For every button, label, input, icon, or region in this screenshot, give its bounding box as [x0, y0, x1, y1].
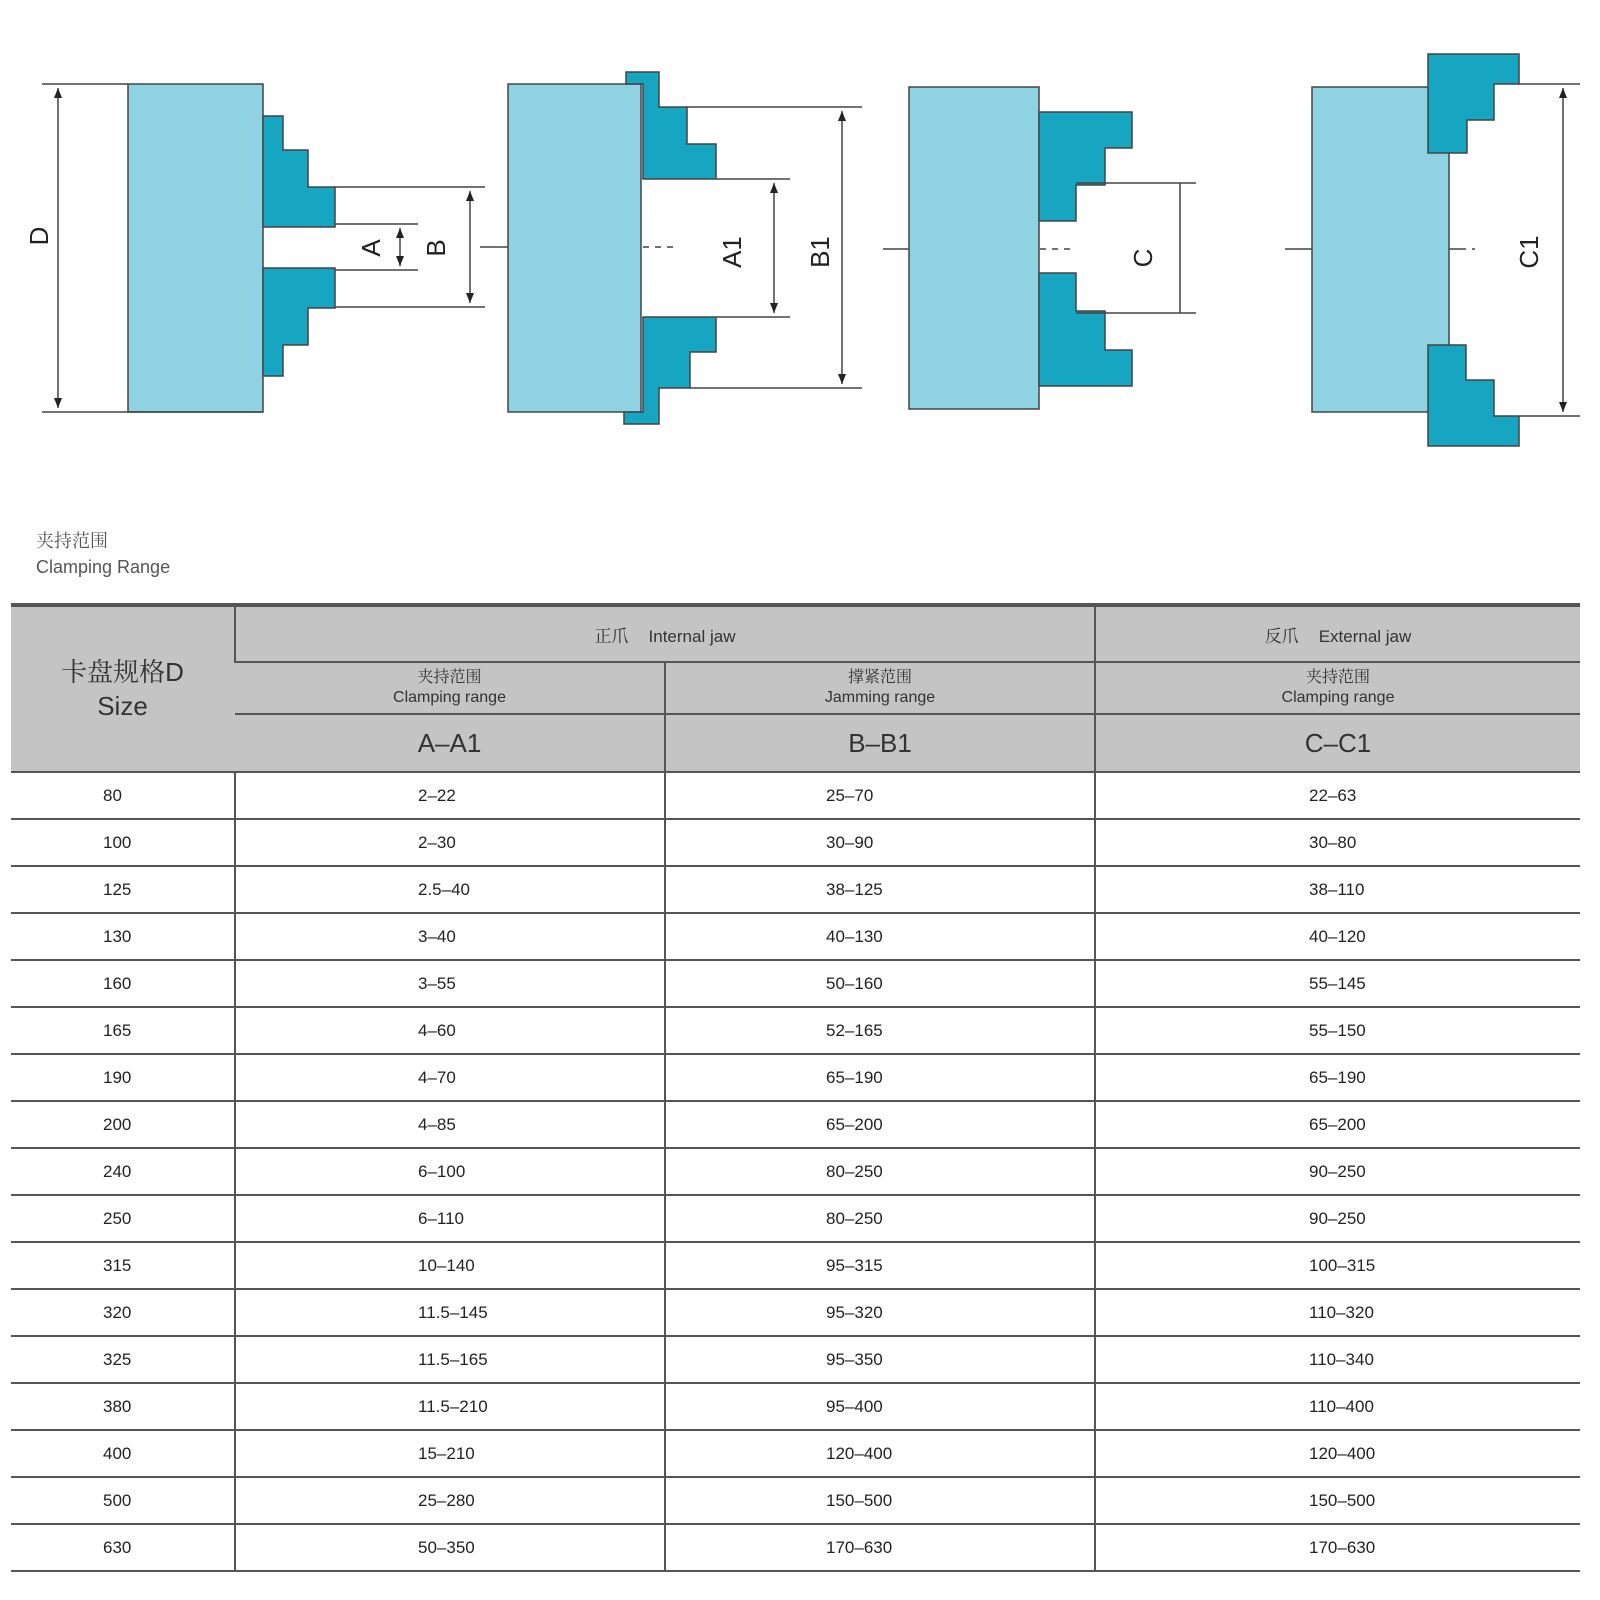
table-row [11, 913, 1580, 960]
internal-jaw-header [235, 605, 1095, 662]
table-row [11, 772, 1580, 819]
sub-header-en: Clamping range [393, 689, 506, 706]
table-body [11, 772, 1580, 1571]
jamming-range-cell: 40–130 [665, 913, 1095, 960]
external-clamping-range-cell: 110–320 [1095, 1289, 1580, 1336]
size-header-en: Size [97, 691, 148, 721]
size-cell: 80 [11, 772, 235, 819]
jamming-range-cell: 170–630 [665, 1524, 1095, 1571]
external-clamping-range-cell: 65–190 [1095, 1054, 1580, 1101]
size-header [11, 605, 235, 772]
jamming-range-cell: 150–500 [665, 1477, 1095, 1524]
external-clamping-range-cell: 150–500 [1095, 1477, 1580, 1524]
table-row [11, 1336, 1580, 1383]
code-header-b: B–B1 [665, 714, 1095, 772]
jamming-range-cell: 80–250 [665, 1148, 1095, 1195]
size-cell: 165 [11, 1007, 235, 1054]
table-row [11, 1383, 1580, 1430]
code-header-c: C–C1 [1095, 714, 1580, 772]
chuck-jaw-diagram [0, 0, 1600, 480]
dimension-label-c1: C1 [1514, 235, 1544, 269]
external-clamping-range-cell: 55–150 [1095, 1007, 1580, 1054]
size-cell: 315 [11, 1242, 235, 1289]
clamping-range-cell: 11.5–145 [235, 1289, 665, 1336]
jamming-range-cell: 95–315 [665, 1242, 1095, 1289]
table-row [11, 960, 1580, 1007]
external-jaw-header [1095, 605, 1580, 662]
external-clamping-range-cell: 170–630 [1095, 1524, 1580, 1571]
table-row [11, 1007, 1580, 1054]
clamping-range-header [235, 662, 665, 714]
table-row [11, 1289, 1580, 1336]
size-cell: 325 [11, 1336, 235, 1383]
clamping-range-cell: 2–30 [235, 819, 665, 866]
dimension-label-c: C [1128, 248, 1158, 268]
size-cell: 250 [11, 1195, 235, 1242]
panel-3-external-clamp [883, 87, 1196, 409]
clamping-range-cell: 50–350 [235, 1524, 665, 1571]
clamping-range-cell: 11.5–165 [235, 1336, 665, 1383]
table-row [11, 1101, 1580, 1148]
clamping-range-cell: 6–110 [235, 1195, 665, 1242]
jamming-range-cell: 80–250 [665, 1195, 1095, 1242]
jamming-range-cell: 95–400 [665, 1383, 1095, 1430]
dimension-label-a1: A1 [717, 236, 747, 268]
jamming-range-cell: 25–70 [665, 772, 1095, 819]
jamming-range-cell: 38–125 [665, 866, 1095, 913]
jamming-range-cell: 65–200 [665, 1101, 1095, 1148]
size-cell: 400 [11, 1430, 235, 1477]
dimension-label-b: B [421, 239, 451, 257]
jamming-range-cell: 95–350 [665, 1336, 1095, 1383]
sub-header-cn: 撑紧范围 [847, 669, 912, 686]
external-clamping-range-cell: 120–400 [1095, 1430, 1580, 1477]
external-clamping-range-cell: 65–200 [1095, 1101, 1580, 1148]
sub-header-cn: 夹持范围 [417, 669, 482, 686]
clamping-range-cell: 10–140 [235, 1242, 665, 1289]
internal-jaw-cn: 正爪 [594, 626, 629, 646]
panel-1-internal-clamp [42, 84, 485, 412]
external-clamping-range-cell: 90–250 [1095, 1195, 1580, 1242]
size-cell: 190 [11, 1054, 235, 1101]
clamping-range-cell: 3–40 [235, 913, 665, 960]
table-row [11, 1148, 1580, 1195]
dimension-label-a: A [356, 239, 386, 257]
jamming-range-cell: 65–190 [665, 1054, 1095, 1101]
jamming-range-cell: 30–90 [665, 819, 1095, 866]
sub-header-cn: 夹持范围 [1305, 669, 1370, 686]
size-cell: 100 [11, 819, 235, 866]
code-header-a: A–A1 [235, 714, 665, 772]
clamping-range-cell: 25–280 [235, 1477, 665, 1524]
clamping-range-cell: 4–60 [235, 1007, 665, 1054]
section-title [36, 528, 170, 580]
table-row [11, 1524, 1580, 1571]
external-clamping-range-cell: 30–80 [1095, 819, 1580, 866]
external-clamping-range-cell: 100–315 [1095, 1242, 1580, 1289]
sub-header-en: Jamming range [824, 689, 936, 706]
clamping-range-cell: 15–210 [235, 1430, 665, 1477]
external-clamping-range-cell: 55–145 [1095, 960, 1580, 1007]
table-row [11, 1430, 1580, 1477]
section-title-en: Clamping Range [36, 557, 171, 577]
external-clamping-range-cell: 110–400 [1095, 1383, 1580, 1430]
size-cell: 500 [11, 1477, 235, 1524]
external-clamping-range-cell: 38–110 [1095, 866, 1580, 913]
external-clamping-range-header [1095, 662, 1580, 714]
jamming-range-cell: 120–400 [665, 1430, 1095, 1477]
table-row [11, 1054, 1580, 1101]
table-row [11, 819, 1580, 866]
sub-header-en: Clamping range [1281, 689, 1395, 706]
jamming-range-cell: 50–160 [665, 960, 1095, 1007]
jamming-range-cell: 52–165 [665, 1007, 1095, 1054]
size-cell: 125 [11, 866, 235, 913]
table-row [11, 1477, 1580, 1524]
table-row [11, 866, 1580, 913]
table-row [11, 1195, 1580, 1242]
section-title-cn: 夹持范围 [36, 531, 108, 551]
internal-jaw-en: Internal jaw [648, 626, 736, 646]
external-jaw-cn: 反爪 [1264, 626, 1299, 646]
clamping-range-cell: 3–55 [235, 960, 665, 1007]
dimension-label-b1: B1 [805, 236, 835, 268]
size-cell: 380 [11, 1383, 235, 1430]
clamping-range-cell: 4–70 [235, 1054, 665, 1101]
size-cell: 130 [11, 913, 235, 960]
jamming-range-header [665, 662, 1095, 714]
clamping-range-cell: 4–85 [235, 1101, 665, 1148]
size-cell: 200 [11, 1101, 235, 1148]
external-clamping-range-cell: 90–250 [1095, 1148, 1580, 1195]
external-jaw-en: External jaw [1318, 626, 1412, 646]
clamping-range-cell: 2.5–40 [235, 866, 665, 913]
dimension-label-d: D [24, 226, 54, 246]
clamping-range-table [11, 603, 1580, 1572]
size-cell: 320 [11, 1289, 235, 1336]
clamping-range-cell: 11.5–210 [235, 1383, 665, 1430]
size-cell: 160 [11, 960, 235, 1007]
jamming-range-cell: 95–320 [665, 1289, 1095, 1336]
table-row [11, 1242, 1580, 1289]
external-clamping-range-cell: 22–63 [1095, 772, 1580, 819]
external-clamping-range-cell: 110–340 [1095, 1336, 1580, 1383]
external-clamping-range-cell: 40–120 [1095, 913, 1580, 960]
size-header-cn: 卡盘规格D [61, 657, 184, 687]
size-cell: 630 [11, 1524, 235, 1571]
size-cell: 240 [11, 1148, 235, 1195]
clamping-range-cell: 2–22 [235, 772, 665, 819]
clamping-range-cell: 6–100 [235, 1148, 665, 1195]
